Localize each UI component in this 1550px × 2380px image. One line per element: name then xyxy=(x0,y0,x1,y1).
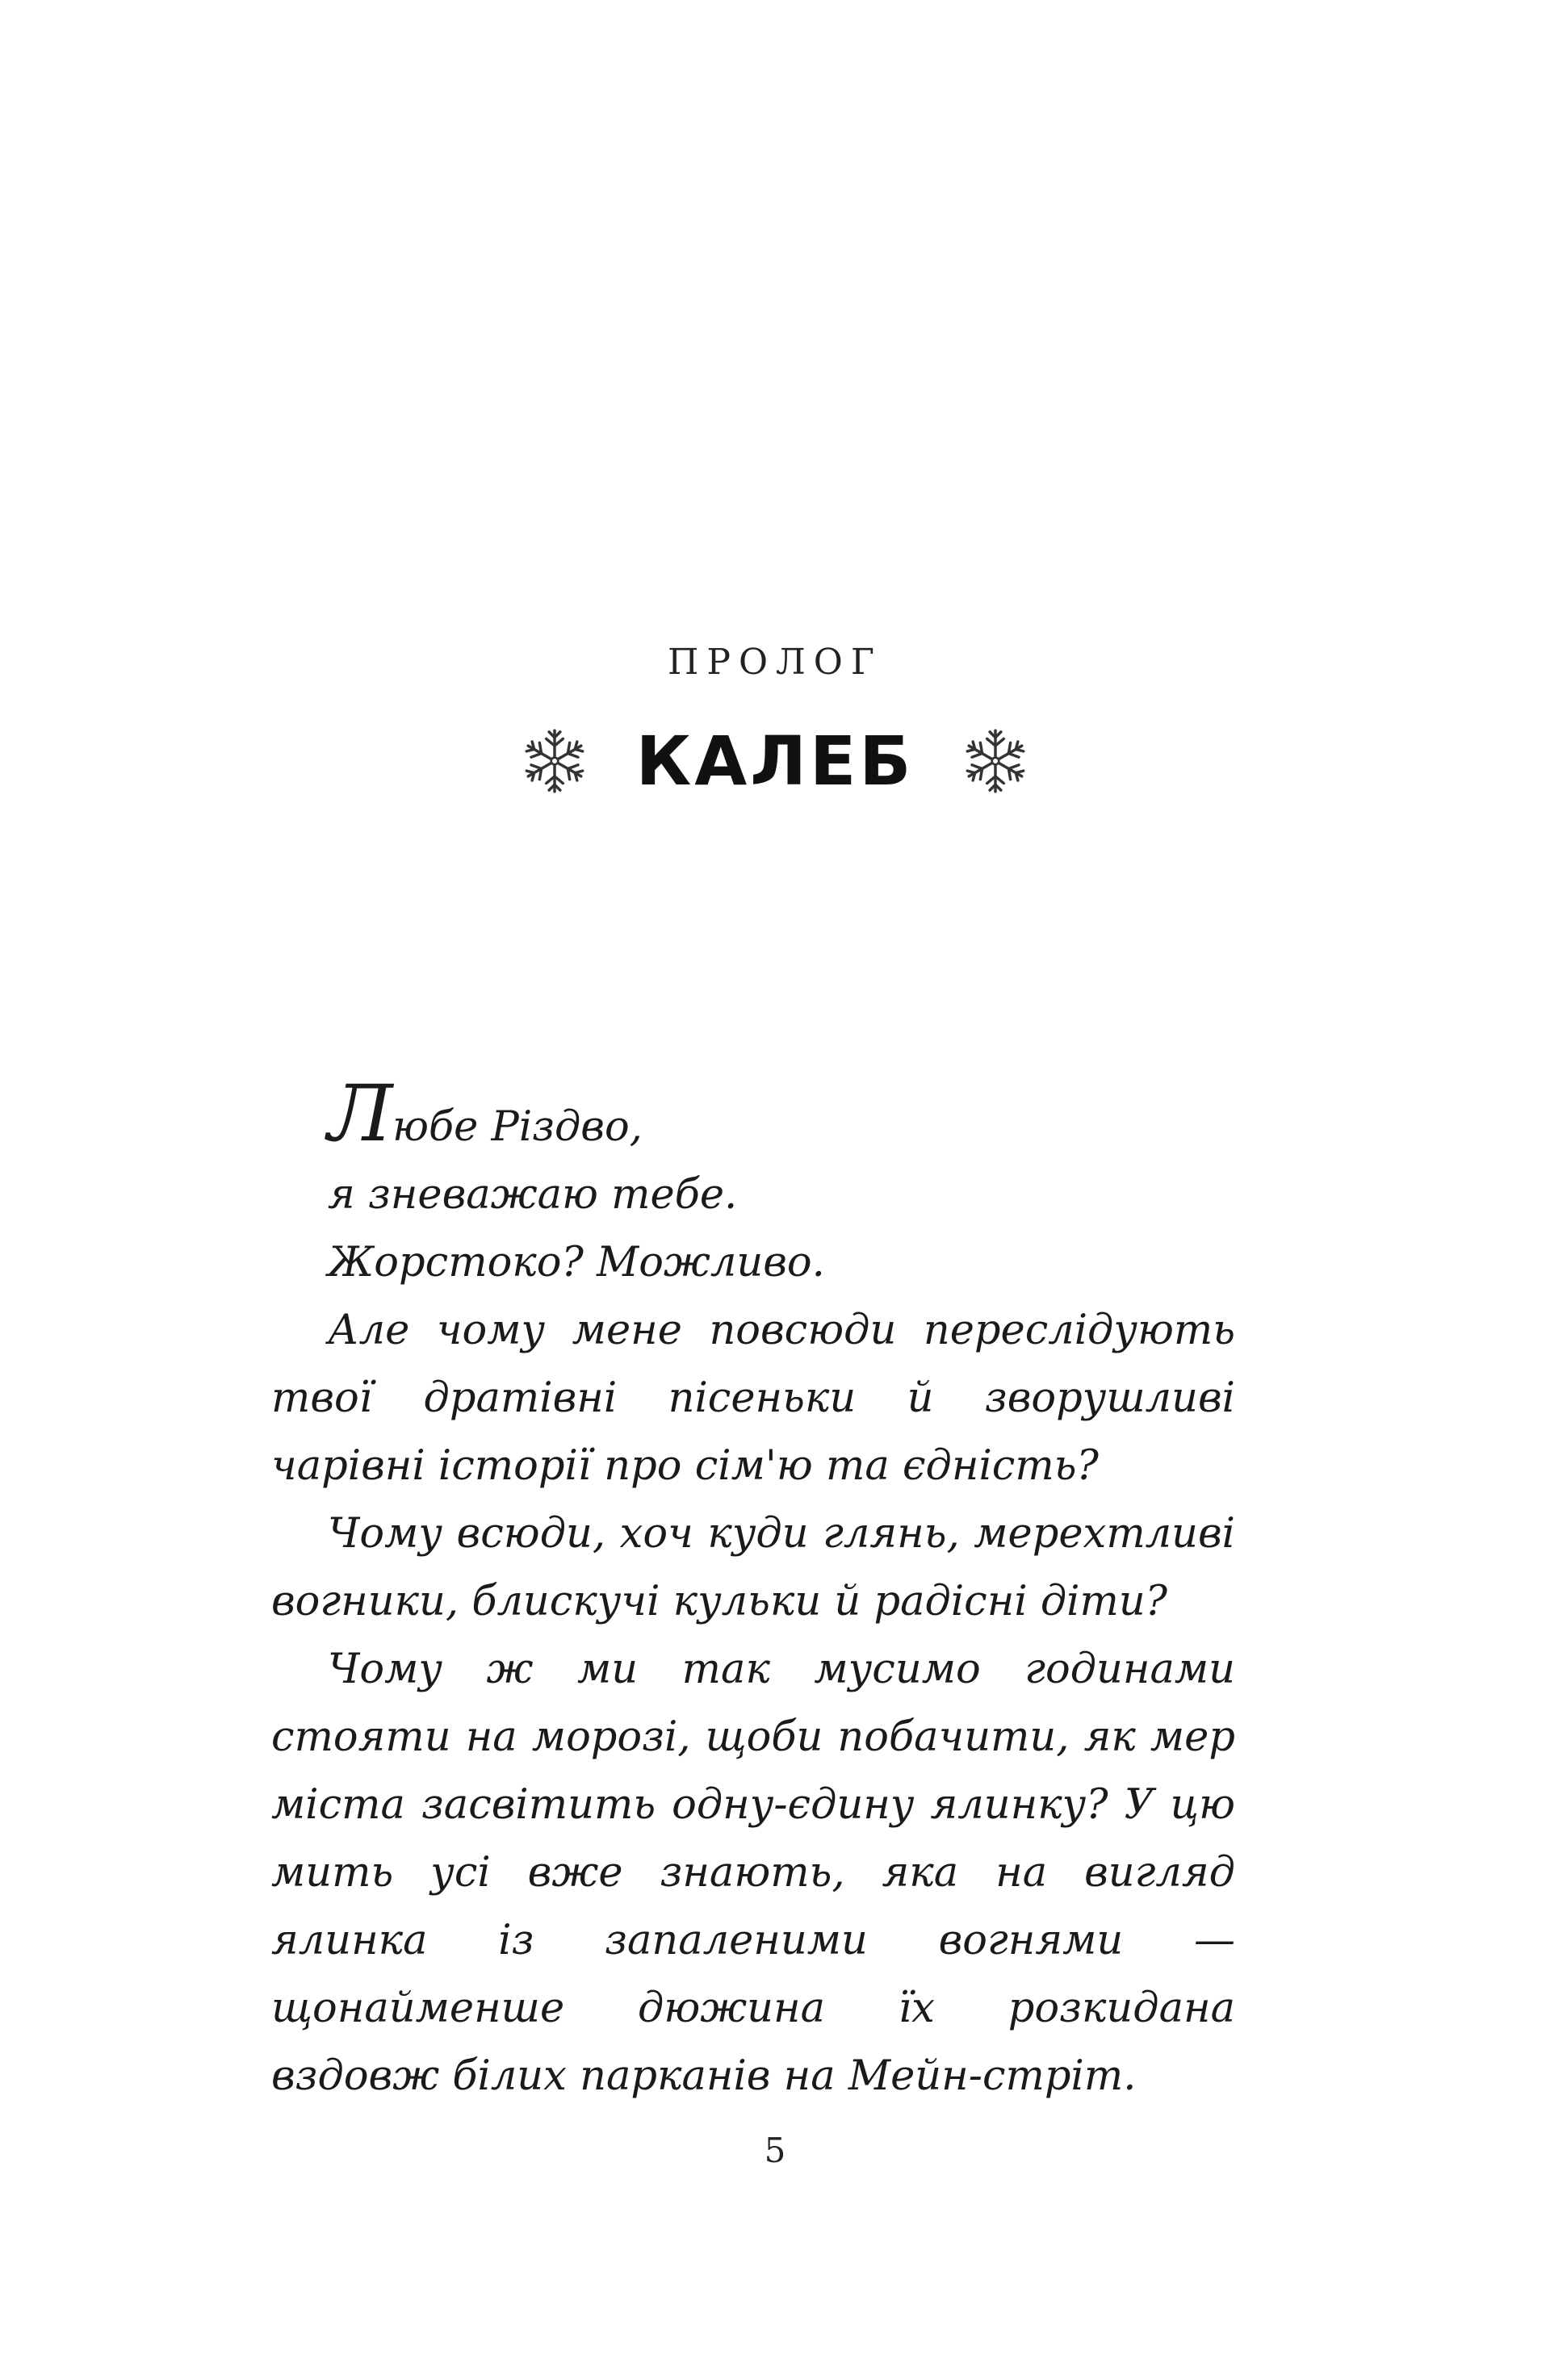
chapter-label: ПРОЛОГ xyxy=(668,642,882,683)
snowflake-icon xyxy=(520,726,589,796)
salutation-text: юбе Різдво, xyxy=(392,1103,643,1151)
paragraph: Але чому мене повсюди переслідують твої дратівні пісеньки й зворушливі чарівні історії про сім'ю та єдність? xyxy=(271,1307,1235,1490)
paragraph: Жорстоко? Можливо. xyxy=(328,1239,825,1286)
chapter-heading xyxy=(0,722,1550,801)
drop-cap: Л xyxy=(328,1069,393,1159)
snowflake-icon xyxy=(961,726,1030,796)
paragraph: я зневажаю тебе. xyxy=(328,1171,738,1219)
paragraph: Чому ж ми так мусимо годинами стояти на морозі, щоби побачити, як мер міста засвітить одну-єдину ялинку? У цю мить усі вже знають, яка на вигляд ялинка із запаленими вогнями — щонайменше дюжина їх розкидана вздовж білих парканів на Мейн-стріт. xyxy=(271,1646,1235,2100)
paragraph: Чому всюди, хоч куди глянь, мерехтливі вогники, блискучі кульки й радісні діти? xyxy=(271,1510,1235,1625)
chapter-title: КАЛЕБ xyxy=(635,722,915,801)
page-number: 5 xyxy=(764,2131,786,2170)
letter-body xyxy=(271,1069,1235,2110)
letter-salutation xyxy=(271,1069,1235,1161)
